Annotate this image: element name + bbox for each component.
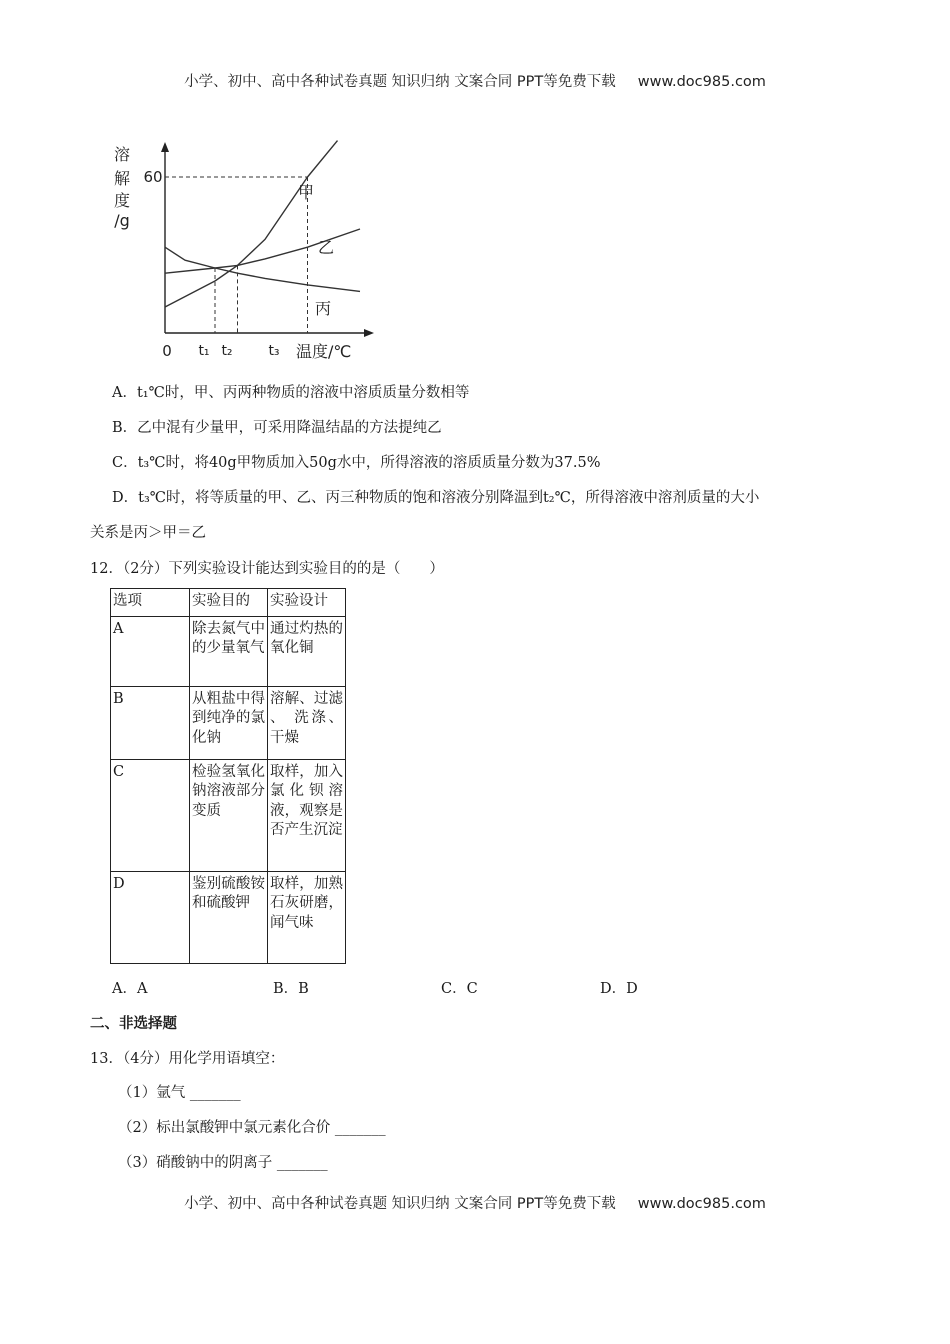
series-line-1 bbox=[165, 141, 338, 307]
x-tick-label: t₁ bbox=[198, 343, 210, 359]
table-row bbox=[111, 759, 346, 871]
table-header-cell: 实验设计 bbox=[268, 589, 346, 617]
footer-url[interactable]: www.doc985.com bbox=[637, 1196, 766, 1212]
table-row bbox=[111, 616, 346, 686]
table-header-row bbox=[111, 589, 346, 617]
section-title: 二、非选择题 bbox=[90, 1016, 177, 1032]
q11-option-c[interactable]: C．t₃℃时，将40g甲物质加入50g水中，所得溶液的溶质质量分数为37.5% bbox=[112, 455, 601, 471]
q12-option-c[interactable]: C．C bbox=[441, 981, 478, 997]
y-axis-label-part: /g bbox=[114, 211, 130, 230]
series-label: 甲 bbox=[298, 183, 315, 202]
x-tick-label: t₃ bbox=[268, 343, 280, 359]
table-header-cell: 实验目的 bbox=[190, 589, 268, 617]
q13-stem: 13．（4分）用化学用语填空： bbox=[90, 1051, 285, 1067]
table-cell: 取样，加入氯化钡溶液，观察是否产生沉淀 bbox=[268, 759, 346, 871]
table-header-cell: 选项 bbox=[111, 589, 190, 617]
table-cell: B bbox=[111, 686, 190, 759]
chart-labels bbox=[143, 168, 351, 361]
page-footer bbox=[0, 1192, 950, 1213]
footer-text: 小学、初中、高中各种试卷真题 知识归纳 文案合同 PPT等免费下载 bbox=[184, 1196, 616, 1212]
experiment-table bbox=[110, 588, 346, 964]
q13-item-3[interactable]: （3）硝酸钠中的阴离子 _______ bbox=[118, 1155, 328, 1171]
y-axis-arrow bbox=[161, 142, 169, 152]
series-label: 乙 bbox=[318, 238, 335, 257]
q11-option-d-cont: 关系是丙＞甲＝乙 bbox=[90, 525, 206, 541]
table-cell: 从粗盐中得到纯净的氯化钠 bbox=[190, 686, 268, 759]
y-axis-label-part: 解 bbox=[113, 169, 131, 188]
q12-option-b[interactable]: B．B bbox=[273, 981, 309, 997]
q11-option-d[interactable]: D．t₃℃时，将等质量的甲、乙、丙三种物质的饱和溶液分别降温到t₂℃，所得溶液中溶剂质量的大小 bbox=[112, 490, 760, 506]
y-axis-label-part: 溶 bbox=[113, 145, 131, 164]
table-cell: D bbox=[111, 871, 190, 963]
q11-option-b[interactable]: B．乙中混有少量甲，可采用降温结晶的方法提纯乙 bbox=[112, 420, 442, 436]
chart-axes bbox=[161, 142, 374, 337]
header-text: 小学、初中、高中各种试卷真题 知识归纳 文案合同 PPT等免费下载 bbox=[184, 74, 616, 90]
origin-label: 0 bbox=[162, 342, 172, 360]
x-axis-arrow bbox=[364, 329, 374, 337]
table-cell: C bbox=[111, 759, 190, 871]
table-row bbox=[111, 871, 346, 963]
q12-stem: 12．（2分）下列实验设计能达到实验目的的是（ ） bbox=[90, 561, 444, 577]
chart-series bbox=[165, 141, 360, 307]
table-cell: 除去氮气中的少量氧气 bbox=[190, 616, 268, 686]
chart-guides bbox=[165, 177, 308, 333]
table-cell: A bbox=[111, 616, 190, 686]
q12-option-d[interactable]: D．D bbox=[600, 981, 638, 997]
y-tick-label: 60 bbox=[143, 168, 163, 186]
table-cell: 鉴别硫酸铵和硫酸钾 bbox=[190, 871, 268, 963]
y-axis-label bbox=[114, 145, 130, 230]
q13-item-1[interactable]: （1）氩气 _______ bbox=[118, 1085, 241, 1101]
q11-option-a[interactable]: A．t₁℃时，甲、丙两种物质的溶液中溶质质量分数相等 bbox=[112, 385, 470, 401]
table-row bbox=[111, 686, 346, 759]
y-axis-label-part: 度 bbox=[113, 191, 131, 210]
table-cell: 溶解、过滤 、 洗涤、干燥 bbox=[268, 686, 346, 759]
table-cell: 取样，加熟石灰研磨，闻气味 bbox=[268, 871, 346, 963]
table-cell: 通过灼热的氧化铜 bbox=[268, 616, 346, 686]
q13-item-2[interactable]: （2）标出氯酸钾中氯元素化合价 _______ bbox=[118, 1120, 386, 1136]
series-label: 丙 bbox=[315, 299, 332, 318]
q12-option-a[interactable]: A．A bbox=[112, 981, 148, 997]
page-header bbox=[0, 70, 950, 91]
x-axis-label: 温度/℃ bbox=[296, 342, 352, 361]
solubility-chart bbox=[100, 140, 380, 365]
table-cell: 检验氢氧化钠溶液部分变质 bbox=[190, 759, 268, 871]
x-tick-label: t₂ bbox=[221, 343, 233, 359]
header-url[interactable]: www.doc985.com bbox=[637, 74, 766, 90]
